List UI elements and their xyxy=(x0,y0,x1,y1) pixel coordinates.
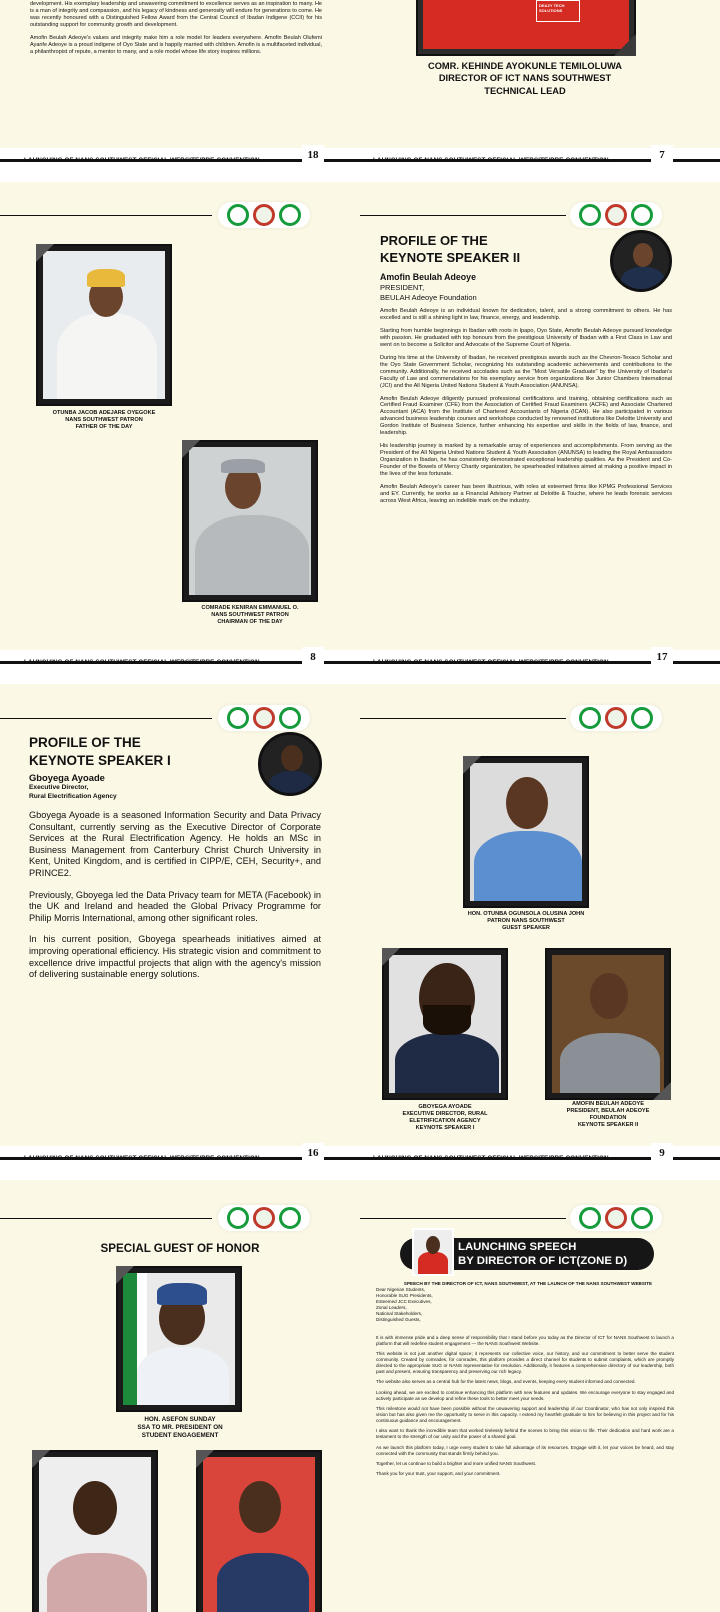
footer-text: LAUNCHING OF NANS SOUTHWEST OFFICIAL WEBSITE/PRE-CONVENTION xyxy=(373,157,609,164)
caption-chairman-of-day: COMRADE KENIRAN EMMANUEL O. NANS SOUTHWEST PATRON CHAIRMAN OF THE DAY xyxy=(201,605,299,625)
page-16 xyxy=(0,690,360,1160)
caption-father-of-day: OTUNBA JACOB ADEJARE OYEGOKE NANS SOUTHWEST PATRON FATHER OF THE DAY xyxy=(52,410,156,430)
speaker-role: Executive Director, xyxy=(29,784,89,791)
photo-guest-speaker xyxy=(463,756,589,908)
speech-greetings: Dear Nigerian Students, Honorable SUG Presidents, Esteemed JCC Executives, Zonal Leaders, National Stakeholders, Distinguished Guests, xyxy=(376,1287,433,1322)
footer-text: LAUNCHING OF NANS SOUTHWEST OFFICIAL WEBSITE/PRE-CONVENTION xyxy=(24,157,260,164)
caption-keynote-2: AMOFIN BEULAH ADEOYE PRESIDENT, BEULAH ADEOYE FOUNDATION KEYNOTE SPEAKER II xyxy=(566,1101,650,1128)
footer-row-1 xyxy=(0,148,720,182)
avatar-keynote-2 xyxy=(610,230,672,292)
footer-text: LAUNCHING OF NANS SOUTHWEST OFFICIAL WEBSITE/PRE-CONVENTION xyxy=(24,1155,260,1162)
coat-of-arms-icon xyxy=(253,204,275,226)
photo-keynote-1 xyxy=(382,948,508,1100)
nans-logo-icon xyxy=(227,204,249,226)
nans-logo-icon xyxy=(227,707,249,729)
coat-of-arms-icon xyxy=(605,204,627,226)
photo-director-ict xyxy=(416,0,636,56)
page-7 xyxy=(360,0,720,150)
photo-keynote-2 xyxy=(545,948,671,1100)
header-logos xyxy=(218,202,310,228)
header-logos xyxy=(570,705,662,731)
footer-text: LAUNCHING OF NANS SOUTHWEST OFFICIAL WEBSITE/PRE-CONVENTION xyxy=(24,659,260,666)
profile-title: PROFILE OF THE KEYNOTE SPEAKER II xyxy=(380,233,521,265)
speaker-name: Gboyega Ayoade xyxy=(29,772,105,783)
bio-continuation xyxy=(30,1,322,62)
header-logos xyxy=(218,1205,310,1231)
header-logos xyxy=(570,202,662,228)
coat-of-arms-icon xyxy=(605,707,627,729)
speaker-org: Rural Electrification Agency xyxy=(29,793,117,800)
caption-keynote-1: GBOYEGA AYOADE EXECUTIVE DIRECTOR, RURAL ELETRIFICATION AGENCY KEYNOTE SPEAKER I xyxy=(402,1104,488,1131)
page-number-8: 8 xyxy=(302,647,324,685)
shirt-logo: DEAZY TECH SOLUTIONS xyxy=(536,0,580,22)
page-9 xyxy=(360,690,720,1160)
nans-logo-icon xyxy=(579,204,601,226)
photo-father-of-day xyxy=(36,244,172,406)
nans-logo-icon xyxy=(227,1207,249,1229)
caption-guest-speaker: HON. OTUNBA OGUNSOLA OLUSINA JOHN PATRON NANS SOUTHWEST GUEST SPEAKER xyxy=(467,911,585,931)
header-logos xyxy=(218,705,310,731)
page-18 xyxy=(0,0,360,150)
header-logos xyxy=(570,1205,662,1231)
footer-text: LAUNCHING OF NANS SOUTHWEST OFFICIAL WEBSITE/PRE-CONVENTION xyxy=(373,1155,609,1162)
nans-seal-icon xyxy=(279,1207,301,1229)
avatar-keynote-1 xyxy=(258,732,322,796)
speech-body: It is with immense pride and a deep sense of responsibility that I stand before you today as the Director of ICT for NANS Southwest to launch a platform that will redefine student engagement — the NANS Southwest Website. This website is not just another digital space; it represents our collective voice, our history, and our commitment to better serve the student community. Created by comrades, for comrades, this platform provides a direct channel for students to submit complaints, which are promptly directed to the appropriate SUG or NANS representative for resolution. Additionally, it features a comprehensive directory of our leadership, both past and present, ensuring transparency and preserving our rich legacy. The website also serves as a central hub for the latest news, blogs, and events, keeping every student informed and connected. Looking ahead, we are excited to continue enhancing this platform with new features and updates. We encourage everyone to stay engaged and actively participate as we develop and refine these tools to better meet your needs. This milestone would not have been possible without the unwavering support and leadership of our Coordinator, who has not only inspired this vision but has also given me the opportunity to serve in this capacity. I extend my heartfelt gratitude to him for believing in this project and for his continuous guidance and encouragement. I also want to thank the incredible team that worked tirelessly behind the scenes to bring this vision to life. Their dedication and hard work are a testament to the strength of our unity and the power of a shared goal. As we launch this platform today, I urge every student to take full advantage of its resources. Engage with it, let your voices be heard, and stay connected with the community that stands firmly behind you. Together, let us continue to build a brighter and more unified NANS Southwest. Thank you for your trust, your support, and your commitment. xyxy=(376,1335,674,1477)
special-guest-heading: SPECIAL GUEST OF HONOR xyxy=(100,1242,260,1255)
page-number-7: 7 xyxy=(651,145,673,183)
nans-logo-icon xyxy=(579,1207,601,1229)
photo-chairman-of-day xyxy=(182,440,318,602)
page-number-18: 18 xyxy=(302,145,324,183)
photo-special-guest xyxy=(116,1266,242,1412)
caption-special-guest: HON. ASEFON SUNDAY SSA TO MR. PRESIDENT ON STUDENT ENGAGEMENT xyxy=(137,1416,223,1439)
profile-body: Gboyega Ayoade is a seasoned Information Security and Data Privacy Consultant, currently serving as the Executive Director of Corporate Services at the Rural Electrification Agency. He holds an MSc in Business Management from Canterbury Christ Church University in Kent, United Kingdom, and is certified in CIPP/E, CEH, Security+, and PRINCE2. Previously, Gboyega led the Data Privacy team for META (Facebook) in the UK and Ireland and headed the Global Privacy Programme for Philip Morris International, among other significant roles. In his current position, Gboyega spearheads initiatives aimed at improving operational efficiency. His strategic vision and commitment to excellence drive impactful projects that align with the agency's mission of delivering sustainable energy solutions. xyxy=(29,810,321,980)
speaker-role: PRESIDENT, xyxy=(380,283,425,292)
speaker-name: Amofin Beulah Adeoye xyxy=(380,272,476,282)
page-17 xyxy=(360,188,720,668)
photo-director-thumb xyxy=(412,1228,454,1276)
page-number-9: 9 xyxy=(651,1143,673,1181)
page-special-guest xyxy=(0,1188,360,1612)
photo-guest-right xyxy=(196,1450,322,1612)
nans-logo-icon xyxy=(579,707,601,729)
speech-title: LAUNCHING SPEECH BY DIRECTOR OF ICT(ZONE D) xyxy=(458,1241,628,1267)
nans-seal-icon xyxy=(279,204,301,226)
profile-body: Amofin Beulah Adeoye is an individual known for dedication, talent, and a strong commitment to others. He has excelled and is still a shining light in law, finance, energy, and leadership. Starting from humble beginnings in Ibadan with roots in Ipapo, Oyo State, Amofin Beulah Adeoye pursued knowledge with passion. He graduated with top honours from the prestigious University of Ibadan with a First Class in Law and went on to become a Solicitor and Advocate of the Supreme Court of Nigeria. During his time at the University of Ibadan, he received prestigious awards such as the Chevron-Texaco Scholar and the Oyo State Government Scholar, recognizing his outstanding academic achievements and contributions to the community. Additionally, he received accolades such as the "Most Versatile Graduate" by the University of Ibadan's Faculty of Law and commendations for his exemplary service from organizations like Junior Chambers International (JCI) and the All Nigeria United Nations Student & Youth Association (ANUNSA). Amofin Beulah Adeoye diligently pursued professional certifications and training, obtaining certifications such as Certified Fraud Examiner (CFE) from the Association of Certified Fraud Examiners (ACFE) and Associate Chartered Accountant (ACA) from the Institute of Chartered Accountants of Nigeria (ICAN). He also participated in various advanced business leadership courses and workshops conducted by renowned institutions like Deloitte University and Gordon Institute of Business Science, further enhancing his expertise and skills in the fields of law, finance, and leadership. His leadership journey is marked by a remarkable array of experiences and accomplishments. From serving as the President of the All Nigeria United Nations Student & Youth Association (ANUNSA) to leading the Royal Ambassadors Organization in Ibadan, he has consistently demonstrated exceptional leadership qualities. As the President and Co-Founder of the Bowels of Mercy Charity organization, he spearheaded initiatives aimed at making a positive impact in the lives of the less fortunate. Amofin Beulah Adeoye's career has been illustrious, with roles at esteemed firms like KPMG Professional Services and EY. Currently, he works as a Financial Advisory Partner at Deloitte & Touche, where he leads forensic services across West Africa, leaving an indelible mark on the industry. xyxy=(380,308,672,504)
page-number-17: 17 xyxy=(651,647,673,685)
page-launching-speech xyxy=(360,1188,720,1612)
photo-guest-left xyxy=(32,1450,158,1612)
bio-paragraph: development. His exemplary leadership and unwavering commitment to excellence serves as an inspiration to many. He is a man of integrity and compassion, and his legacy of kindness and generosity will endure for generations to come. He was recently honoured with a Distinguished Fellow Award from the Central Council of Ibadan Indigene (CCII) for his outstanding support for community growth and development. xyxy=(30,1,322,28)
nans-seal-icon xyxy=(631,1207,653,1229)
bio-paragraph: Amofin Beulah Adeoye's values and integrity make him a role model for leaders everywhere. Amofin Beulah Olufemi Ayanfe Adeoye is a proud indigene of Oyo State and is happily married with children. Amofin is a multifaceted individual, a philanthropist of repute, a mentor to many, and a role model whose life story inspires millions. xyxy=(30,35,322,55)
coat-of-arms-icon xyxy=(253,707,275,729)
profile-title: PROFILE OF THE KEYNOTE SPEAKER I xyxy=(29,735,171,768)
coat-of-arms-icon xyxy=(253,1207,275,1229)
footer-row-3 xyxy=(0,1146,720,1180)
footer-text: LAUNCHING OF NANS SOUTHWEST OFFICIAL WEBSITE/PRE-CONVENTION xyxy=(373,659,609,666)
nans-seal-icon xyxy=(631,707,653,729)
footer-row-2 xyxy=(0,650,720,684)
speaker-org: BEULAH Adeoye Foundation xyxy=(380,293,477,302)
nans-seal-icon xyxy=(279,707,301,729)
coat-of-arms-icon xyxy=(605,1207,627,1229)
speech-heading: SPEECH BY THE DIRECTOR OF ICT, NANS SOUTHWEST, AT THE LAUNCH OF THE NANS SOUTHWEST WEBSITE xyxy=(403,1281,653,1286)
caption-director-ict: COMR. KEHINDE AYOKUNLE TEMILOLUWA DIRECTOR OF ICT NANS SOUTHWEST TECHNICAL LEAD xyxy=(427,61,623,96)
page-number-16: 16 xyxy=(302,1143,324,1181)
nans-seal-icon xyxy=(631,204,653,226)
page-8 xyxy=(0,188,360,668)
